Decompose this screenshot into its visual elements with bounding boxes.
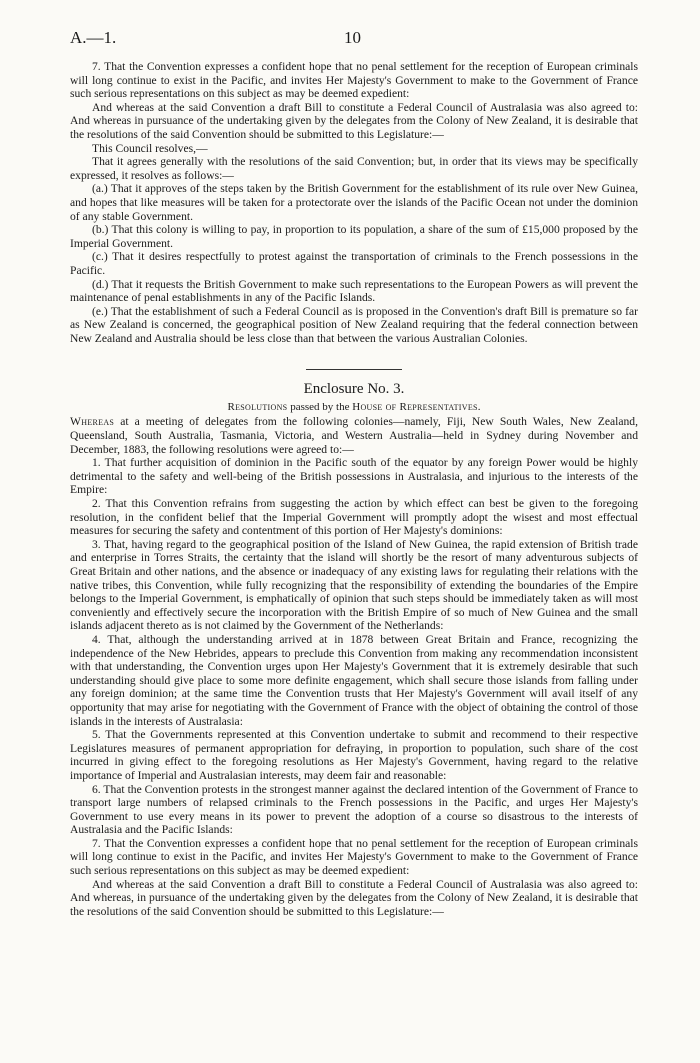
paragraph: (e.) That the establishment of such a Federal Council as is proposed in the Convention's draft Bill is premature so far as New Zealand is concerned, the geographical position of New Zealand requiring that the federal connection between New Zealand and Australia should be less close than that between the various Australian Colonies. bbox=[70, 304, 638, 345]
section-divider bbox=[306, 369, 402, 370]
paragraph: (b.) That this colony is willing to pay, in proportion to its population, a share of the sum of £15,000 proposed by the Imperial Government. bbox=[70, 223, 638, 250]
paragraph: And whereas at the said Convention a draft Bill to constitute a Federal Council of Australasia was also agreed to: And whereas in pursuance of the undertaking given by the delegates from the Colony of New Zealand, it is desirable that the resolutions of the said Convention should be submitted to this Legislature:— bbox=[70, 100, 638, 141]
lead-text: at a meeting of delegates from the following colonies—namely, Fiji, New South Wales, New Zealand, Queensland, South Australia, Tasmania, Victoria, and Western Australia—held in Sydney during November and December, 1883, the following resolutions were agreed to:— bbox=[70, 415, 638, 456]
paragraph: And whereas at the said Convention a draft Bill to constitute a Federal Council of Australasia was also agreed to: And whereas, in pursuance of the undertaking given by the delegates from the Colony of New Zealand, it is desirable that the resolutions of the said Convention should be submitted to this Legislature:— bbox=[70, 877, 638, 918]
lead-word: Whereas bbox=[70, 415, 115, 429]
paragraph: 2. That this Convention refrains from suggesting the action by which effect can best be given to the foregoing resolution, in the confident belief that the Imperial Government will promptly adopt the wisest and most effectual measures for securing the safety and contentment of this portion of Her Majesty's dominions: bbox=[70, 497, 638, 538]
subtitle-period: . bbox=[477, 401, 481, 414]
paragraph: This Council resolves,— bbox=[92, 141, 208, 155]
page-number: 10 bbox=[344, 28, 361, 47]
paragraph: That it agrees generally with the resolutions of the said Convention; but, in order that its views may be specifically expressed, it resolves as follows:— bbox=[70, 155, 638, 182]
paragraph: (d.) That it requests the British Government to make such representations to the European Powers as will prevent the maintenance of penal establishments in any of the Pacific Islands. bbox=[70, 277, 638, 305]
paragraph: 6. That the Convention protests in the strongest manner against the declared intention of the Government of France to transport large numbers of relapsed criminals to the French possessions in the Pacific, and urges Her Majesty's Government to use every means in its power to prevent the adoption of a course so disastrous to the interests of Australasia and the Pacific Islands: bbox=[70, 782, 638, 837]
subtitle-connector: passed by the bbox=[290, 401, 350, 414]
enclosure-title: Enclosure No. 3. bbox=[303, 381, 405, 398]
paragraph: 3. That, having regard to the geographical position of the Island of New Guinea, the rapid extension of British trade and enterprise in Torres Straits, the certainty that the island will shortly be the resort of many adventurous subjects of Great Britain and other nations, and the absence or inadequacy of any existing laws for regulating their relations with the native tribes, this Convention, while fully recognizing that the responsibility of extending the boundaries of the Empire belongs to the Imperial Government, is emphatically of opinion that such steps should be immediately taken as will most conveniently and effectively secure the incorporation with the British Empire of so much of New Guinea and the small islands adjacent thereto as is not claimed by the Government of the Netherlands: bbox=[70, 537, 638, 633]
subtitle-resolutions: Resolutions bbox=[227, 401, 288, 414]
enclosure-subtitle bbox=[70, 400, 638, 414]
paragraph: 7. That the Convention expresses a confident hope that no penal settlement for the reception of European criminals will long continue to exist in the Pacific, and invites Her Majesty's Government to make to the Government of France such serious representations on this subject as may be deemed expedient: bbox=[70, 836, 638, 878]
paragraph: (c.) That it desires respectfully to protest against the transportation of criminals to the French possessions in the Pacific. bbox=[70, 250, 638, 277]
paragraph: 1. That further acquisition of dominion in the Pacific south of the equator by any foreign Power would be highly detrimental to the safety and well-being of the British possessions in Australasia, and injurious to the interests of the Empire: bbox=[70, 456, 638, 497]
paragraph: 7. That the Convention expresses a confident hope that no penal settlement for the reception of European criminals will long continue to exist in the Pacific, and invites Her Majesty's Government to make to the Government of France such serious representations on this subject as may be deemed expedient: bbox=[70, 60, 638, 101]
paragraph: (a.) That it approves of the steps taken by the British Government for the establishment of its rule over New Guinea, and hopes that like measures will be taken for a protectorate over the islands of the Pacific Ocean not under the dominion of any stable Government. bbox=[70, 182, 638, 223]
paragraph-lead bbox=[70, 415, 638, 456]
document-reference: A.—1. bbox=[70, 28, 117, 47]
paragraph: 5. That the Governments represented at this Convention undertake to submit and recommend to their respective Legislatures measures of permanent appropriation for defraying, in proportion to population, such share of the cost incurred in giving effect to the foregoing resolutions as Her Majesty's Government, having regard to the relative importance of Imperial and Australasian interests, may deem fair and reasonable: bbox=[70, 728, 638, 782]
subtitle-house: House of Representatives bbox=[352, 401, 478, 414]
paragraph: 4. That, although the understanding arrived at in 1878 between Great Britain and France, recognizing the independence of the New Hebrides, appears to preclude this Convention from making any recommendation inconsistent with that understanding, the Convention urges upon Her Majesty's Government that it is extremely desirable that such understanding should give place to some more definite engagement, which shall secure those islands from falling under any foreign dominion; at the same time the Convention trusts that Her Majesty's Government will avail itself of any opportunity that may arise for negotiating with the Government of France with the object of obtaining the control of those islands in the interests of Australasia: bbox=[70, 632, 638, 728]
document-body bbox=[70, 60, 638, 918]
